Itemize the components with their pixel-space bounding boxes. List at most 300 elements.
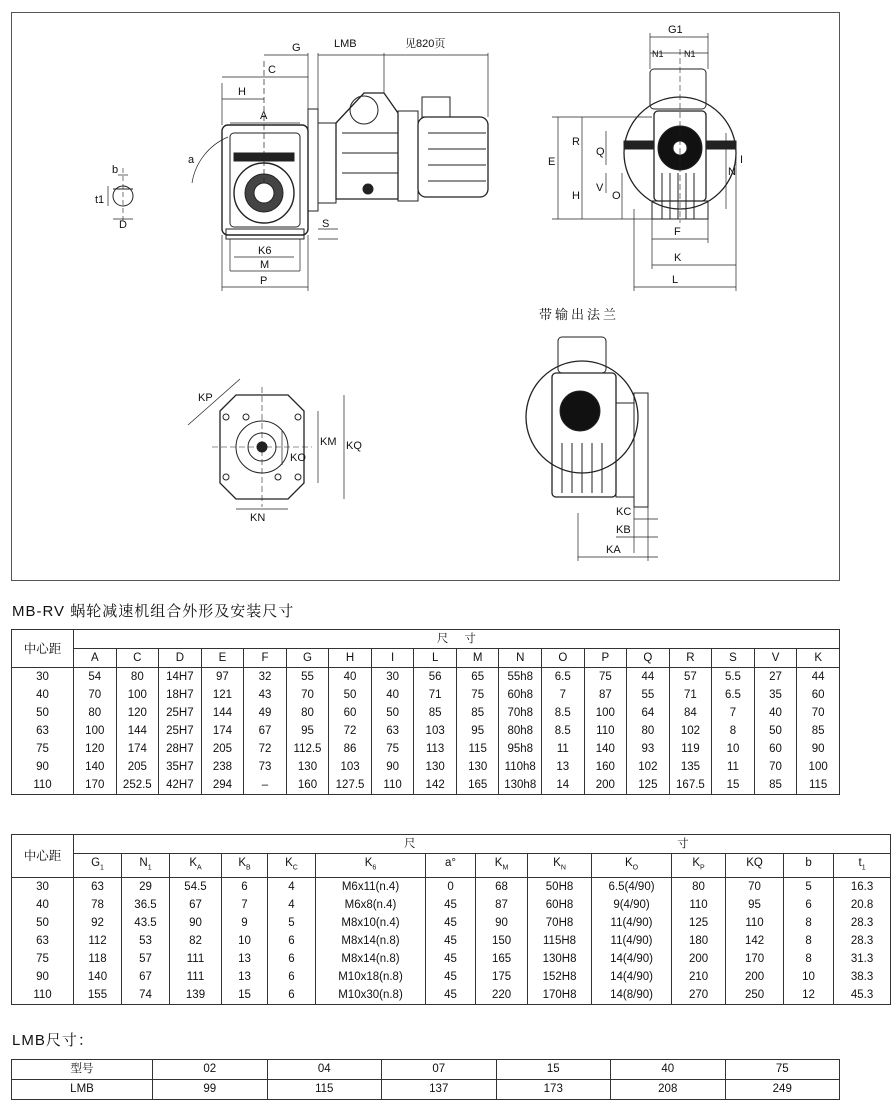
table-row: [12, 878, 891, 897]
table-cell: 30: [371, 668, 414, 687]
table2-col-header: [170, 854, 222, 878]
table-cell: M8x10(n.4): [316, 914, 426, 932]
lmb-model-cell: 40: [611, 1060, 726, 1080]
dim-label-A: A: [260, 110, 268, 122]
table-cell: 205: [116, 758, 159, 776]
table-cell: 63: [12, 932, 74, 950]
table2-col-header: [122, 854, 170, 878]
table2-col-header: [268, 854, 316, 878]
table-cell: 20.8: [834, 896, 891, 914]
table1-col-header: L: [414, 649, 457, 668]
dim-label-D: D: [119, 219, 127, 231]
table-cell: 60h8: [499, 686, 542, 704]
table-cell: 45: [426, 932, 476, 950]
table-cell: 135: [669, 758, 712, 776]
lmb-model-cell: 02: [153, 1060, 268, 1080]
table-cell: 121: [201, 686, 244, 704]
table-cell: 167.5: [669, 776, 712, 795]
table-cell: 165: [476, 950, 528, 968]
table-cell: M8x14(n.8): [316, 932, 426, 950]
lmb-value-label: LMB: [12, 1080, 153, 1100]
table-cell: 64: [627, 704, 670, 722]
table2-col-header-main: t: [858, 857, 862, 869]
table-cell: 71: [669, 686, 712, 704]
dim-label-page-ref: 见820页: [405, 38, 446, 50]
table1-col-header: C: [116, 649, 159, 668]
dim-label-G1: G1: [668, 24, 683, 36]
dim-label-R: R: [572, 136, 580, 148]
table-cell: 50: [12, 704, 74, 722]
output-flange-drawing: [526, 307, 658, 561]
table-cell: 150: [476, 932, 528, 950]
table-cell: 30: [12, 878, 74, 897]
table-cell: 110: [672, 896, 726, 914]
table-cell: 102: [627, 758, 670, 776]
table-cell: 74: [122, 986, 170, 1005]
table-cell: 25H7: [159, 722, 202, 740]
table-cell: 90: [476, 914, 528, 932]
table1-group-header: [12, 630, 840, 649]
table-cell: 90: [797, 740, 840, 758]
dim-label-P: P: [260, 275, 268, 287]
table-cell: 80: [74, 704, 117, 722]
table1-col-header: M: [456, 649, 499, 668]
flange-face-drawing: [188, 379, 362, 524]
table-cell: 60H8: [528, 896, 592, 914]
table-cell: 6.5(4/90): [592, 878, 672, 897]
table-cell: 115: [797, 776, 840, 795]
table-cell: 95: [726, 896, 784, 914]
dimensions-table-2: [11, 834, 891, 1005]
dim-label-t1: t1: [95, 194, 105, 206]
table-cell: 14: [542, 776, 585, 795]
table1-group-left: 尺: [74, 630, 457, 649]
side-view-drawing: [95, 37, 488, 291]
table-cell: 110: [584, 722, 627, 740]
lmb-table: [11, 1059, 840, 1100]
table-cell: 8: [784, 950, 834, 968]
table-cell: 160: [584, 758, 627, 776]
table-cell: 144: [201, 704, 244, 722]
dim-label-O: O: [612, 190, 621, 202]
dim-label-N: N: [728, 166, 736, 178]
table-cell: 14(4/90): [592, 950, 672, 968]
lmb-value-cell: 115: [267, 1080, 382, 1100]
table1-col-header: D: [159, 649, 202, 668]
table-cell: 9(4/90): [592, 896, 672, 914]
table-cell: 111: [170, 950, 222, 968]
dim-label-H-front: H: [572, 190, 580, 202]
table-row: [12, 704, 840, 722]
table2-col-header-sub: A: [197, 864, 202, 872]
table-cell: 60: [797, 686, 840, 704]
dim-label-G: G: [292, 42, 301, 54]
table-cell: 27: [754, 668, 797, 687]
table-cell: 11(4/90): [592, 914, 672, 932]
table-cell: 72: [329, 722, 372, 740]
table-cell: 45: [426, 914, 476, 932]
dim-label-KN: KN: [250, 512, 266, 524]
table-cell: 140: [74, 758, 117, 776]
table-cell: 45: [426, 968, 476, 986]
table-cell: 200: [672, 950, 726, 968]
table-cell: 45.3: [834, 986, 891, 1005]
table2-col-header-main: K: [692, 857, 701, 869]
table-row: [12, 758, 840, 776]
table-cell: 13: [222, 968, 268, 986]
table-cell: 80: [672, 878, 726, 897]
table-cell: 44: [627, 668, 670, 687]
technical-drawing-frame: [11, 12, 840, 581]
table-cell: 6: [222, 878, 268, 897]
table-cell: 130: [286, 758, 329, 776]
table2-body: [12, 878, 891, 1005]
table-cell: 50: [371, 704, 414, 722]
table-cell: 120: [74, 740, 117, 758]
table2-col-header-main: K: [238, 857, 246, 869]
table-cell: 28.3: [834, 932, 891, 950]
table-cell: 6: [268, 968, 316, 986]
table-cell: 70: [797, 704, 840, 722]
table-cell: 82: [170, 932, 222, 950]
table-cell: 160: [286, 776, 329, 795]
table-cell: 103: [329, 758, 372, 776]
dim-label-S: S: [322, 218, 330, 230]
table-cell: 115H8: [528, 932, 592, 950]
table-cell: 6: [268, 932, 316, 950]
table-cell: 11: [712, 758, 755, 776]
table-cell: 35: [754, 686, 797, 704]
table-cell: 170: [74, 776, 117, 795]
table2-column-header: [12, 854, 891, 878]
table-cell: 4: [268, 896, 316, 914]
dim-label-L: L: [672, 274, 679, 286]
table-cell: 70: [754, 758, 797, 776]
table-cell: 142: [414, 776, 457, 795]
table-cell: 11(4/90): [592, 932, 672, 950]
table-cell: 86: [329, 740, 372, 758]
table-cell: 102: [669, 722, 712, 740]
table2-col-header: [672, 854, 726, 878]
table-cell: 113: [414, 740, 457, 758]
table-cell: 9: [222, 914, 268, 932]
table-cell: 71: [414, 686, 457, 704]
table-row: [12, 668, 840, 687]
table-cell: 220: [476, 986, 528, 1005]
table2-col-header-main: K: [285, 857, 293, 869]
table2-col-header: [222, 854, 268, 878]
table-cell: 6.5: [712, 686, 755, 704]
table1-column-header: [12, 649, 840, 668]
table-cell: M6x8(n.4): [316, 896, 426, 914]
table-cell: 30: [12, 668, 74, 687]
table-cell: 80h8: [499, 722, 542, 740]
table-cell: 72: [244, 740, 287, 758]
table-cell: 68: [476, 878, 528, 897]
table1-col-header: N: [499, 649, 542, 668]
table2-group-left: 尺: [74, 835, 476, 854]
table2-col-header-sub: M: [502, 864, 509, 872]
table-row: [12, 896, 891, 914]
table-cell: 10: [222, 932, 268, 950]
table-cell: 63: [74, 878, 122, 897]
table-cell: 12: [784, 986, 834, 1005]
table1-col-header: K: [797, 649, 840, 668]
table-cell: 8.5: [542, 704, 585, 722]
table-cell: 70: [286, 686, 329, 704]
table-cell: 144: [116, 722, 159, 740]
table-cell: 111: [170, 968, 222, 986]
table-cell: 16.3: [834, 878, 891, 897]
lmb-model-cell: 75: [725, 1060, 840, 1080]
table-cell: 115: [456, 740, 499, 758]
table-cell: 44: [797, 668, 840, 687]
table-cell: 50: [12, 914, 74, 932]
table2-col-header-sub: B: [246, 864, 251, 872]
table-cell: 174: [201, 722, 244, 740]
dim-label-KA: KA: [606, 544, 621, 556]
table-cell: 60: [329, 704, 372, 722]
dim-label-Q: Q: [596, 146, 605, 158]
table2-col-header-main: K: [494, 857, 503, 869]
table-cell: 174: [116, 740, 159, 758]
table1-col-header: V: [754, 649, 797, 668]
table-cell: 250: [726, 986, 784, 1005]
table-cell: M10x30(n.8): [316, 986, 426, 1005]
table2-col-header-main: N: [139, 857, 148, 869]
technical-drawing: [12, 13, 841, 582]
table-cell: 127.5: [329, 776, 372, 795]
table-cell: 100: [74, 722, 117, 740]
lmb-value-cell: 249: [725, 1080, 840, 1100]
table2-col-header-sub: N: [560, 864, 566, 872]
front-view-drawing: [548, 24, 743, 291]
table-cell: 80: [286, 704, 329, 722]
lmb-model-label: 型号: [12, 1060, 153, 1080]
table-cell: 140: [584, 740, 627, 758]
table2-corner: 中心距: [12, 835, 74, 878]
table2-col-header: [592, 854, 672, 878]
table-cell: 45: [426, 950, 476, 968]
table-cell: 55: [286, 668, 329, 687]
dim-label-K: K: [674, 252, 682, 264]
table2-col-header-sub: 6: [372, 864, 377, 872]
table2-col-header: [74, 854, 122, 878]
table-cell: 5.5: [712, 668, 755, 687]
dim-label-LMB: LMB: [334, 38, 357, 50]
table-cell: 35H7: [159, 758, 202, 776]
table-cell: 100: [584, 704, 627, 722]
table2-group-right: 寸: [476, 835, 891, 854]
dim-label-N1-left: N1: [652, 49, 664, 59]
table-cell: 67: [244, 722, 287, 740]
table-row: [12, 968, 891, 986]
table2-col-header-main: a°: [445, 857, 457, 869]
table-cell: 125: [672, 914, 726, 932]
table1-col-header: R: [669, 649, 712, 668]
dim-label-b: b: [112, 164, 119, 176]
table2-col-header: [834, 854, 891, 878]
table-cell: 5: [268, 914, 316, 932]
table-cell: 205: [201, 740, 244, 758]
table1-col-header: G: [286, 649, 329, 668]
table-cell: 25H7: [159, 704, 202, 722]
table-cell: 110: [12, 776, 74, 795]
table2-col-header: [726, 854, 784, 878]
table-cell: 13: [542, 758, 585, 776]
table-cell: 36.5: [122, 896, 170, 914]
table-cell: 170H8: [528, 986, 592, 1005]
table-cell: 42H7: [159, 776, 202, 795]
table-cell: 110: [726, 914, 784, 932]
table2-col-header-main: G: [91, 857, 101, 869]
table-cell: 70: [726, 878, 784, 897]
dim-label-M: M: [260, 259, 270, 271]
table-cell: 70h8: [499, 704, 542, 722]
table-cell: M8x14(n.8): [316, 950, 426, 968]
table-cell: 63: [371, 722, 414, 740]
table-cell: 95h8: [499, 740, 542, 758]
table-cell: 14(8/90): [592, 986, 672, 1005]
table1-col-header: S: [712, 649, 755, 668]
table2-col-header-sub: 1: [861, 864, 866, 872]
table-cell: 6: [784, 896, 834, 914]
table-cell: 93: [627, 740, 670, 758]
table2-col-header-sub: C: [292, 864, 298, 872]
table-cell: 8: [784, 932, 834, 950]
table-cell: 8: [784, 914, 834, 932]
table-cell: 75: [456, 686, 499, 704]
dim-label-KQ: KQ: [346, 440, 362, 452]
table-cell: 175: [476, 968, 528, 986]
table-cell: 65: [456, 668, 499, 687]
table-cell: 15: [222, 986, 268, 1005]
table-cell: 75: [12, 740, 74, 758]
table-cell: 8.5: [542, 722, 585, 740]
table-cell: 7: [712, 704, 755, 722]
table-cell: 90: [371, 758, 414, 776]
table-cell: 54.5: [170, 878, 222, 897]
table-cell: 7: [542, 686, 585, 704]
table-cell: 80: [116, 668, 159, 687]
table-cell: 10: [784, 968, 834, 986]
table-cell: 57: [122, 950, 170, 968]
table-cell: 75: [12, 950, 74, 968]
table1-col-header: A: [74, 649, 117, 668]
table2-col-header: [316, 854, 426, 878]
table-cell: 92: [74, 914, 122, 932]
table-cell: –: [244, 776, 287, 795]
table-cell: 80: [627, 722, 670, 740]
table-cell: 103: [414, 722, 457, 740]
table-cell: 165: [456, 776, 499, 795]
table-row: [12, 950, 891, 968]
table2-col-header-main: K: [624, 857, 633, 869]
table-cell: 200: [726, 968, 784, 986]
table-row: [12, 740, 840, 758]
table-cell: 210: [672, 968, 726, 986]
table-cell: 38.3: [834, 968, 891, 986]
table-row: [12, 776, 840, 795]
flange-caption: 带输出法兰: [539, 307, 620, 322]
table-cell: 13: [222, 950, 268, 968]
table1-col-header: E: [201, 649, 244, 668]
table-cell: 15: [712, 776, 755, 795]
table-cell: 152H8: [528, 968, 592, 986]
table-cell: 238: [201, 758, 244, 776]
dim-label-K6: K6: [258, 245, 272, 257]
table-cell: 0: [426, 878, 476, 897]
table-cell: 29: [122, 878, 170, 897]
dim-label-E: E: [548, 156, 556, 168]
dim-label-V: V: [596, 182, 604, 194]
lmb-value-cell: 208: [611, 1080, 726, 1100]
lmb-model-cell: 15: [496, 1060, 611, 1080]
lmb-value-row: [12, 1080, 840, 1100]
table-cell: 270: [672, 986, 726, 1005]
table-cell: 100: [116, 686, 159, 704]
table-cell: 32: [244, 668, 287, 687]
table-cell: 55: [627, 686, 670, 704]
table2-col-header-sub: 1: [147, 864, 152, 872]
table-cell: 95: [456, 722, 499, 740]
dim-label-KC: KC: [616, 506, 632, 518]
table2-col-header-main: K: [364, 857, 373, 869]
table2-col-header-sub: 1: [100, 864, 104, 872]
table-row: [12, 686, 840, 704]
table1-group-right: 寸: [456, 630, 839, 649]
lmb-value-cell: 173: [496, 1080, 611, 1100]
table1-col-header: Q: [627, 649, 670, 668]
table2-col-header-sub: P: [700, 864, 705, 872]
table-cell: 85: [414, 704, 457, 722]
table-cell: 60: [754, 740, 797, 758]
lmb-model-cell: 04: [267, 1060, 382, 1080]
lmb-title: LMB尺寸：: [12, 1032, 94, 1049]
table-cell: 155: [74, 986, 122, 1005]
table2-col-header-main: KQ: [746, 857, 763, 869]
table-row: [12, 932, 891, 950]
table-cell: 40: [754, 704, 797, 722]
table1-corner: 中心距: [12, 630, 74, 668]
lmb-value-cell: 99: [153, 1080, 268, 1100]
table-cell: 112: [74, 932, 122, 950]
table-cell: 112.5: [286, 740, 329, 758]
table-cell: 78: [74, 896, 122, 914]
table-cell: 73: [244, 758, 287, 776]
table-cell: 50: [754, 722, 797, 740]
table-cell: 125: [627, 776, 670, 795]
table-cell: 40: [329, 668, 372, 687]
table-cell: 50H8: [528, 878, 592, 897]
section-title: MB-RV 蜗轮减速机组合外形及安装尺寸: [12, 603, 295, 620]
table-cell: 53: [122, 932, 170, 950]
table2-col-header: [528, 854, 592, 878]
table-cell: 40: [371, 686, 414, 704]
table-row: [12, 914, 891, 932]
table-cell: 63: [12, 722, 74, 740]
table-cell: 119: [669, 740, 712, 758]
table-cell: 130: [456, 758, 499, 776]
table2-group-header: [12, 835, 891, 854]
dim-label-F: F: [674, 226, 681, 238]
table-cell: 90: [12, 758, 74, 776]
table-cell: 85: [456, 704, 499, 722]
table-cell: 87: [476, 896, 528, 914]
table-cell: 6: [268, 950, 316, 968]
table-cell: 142: [726, 932, 784, 950]
table-cell: 14(4/90): [592, 968, 672, 986]
